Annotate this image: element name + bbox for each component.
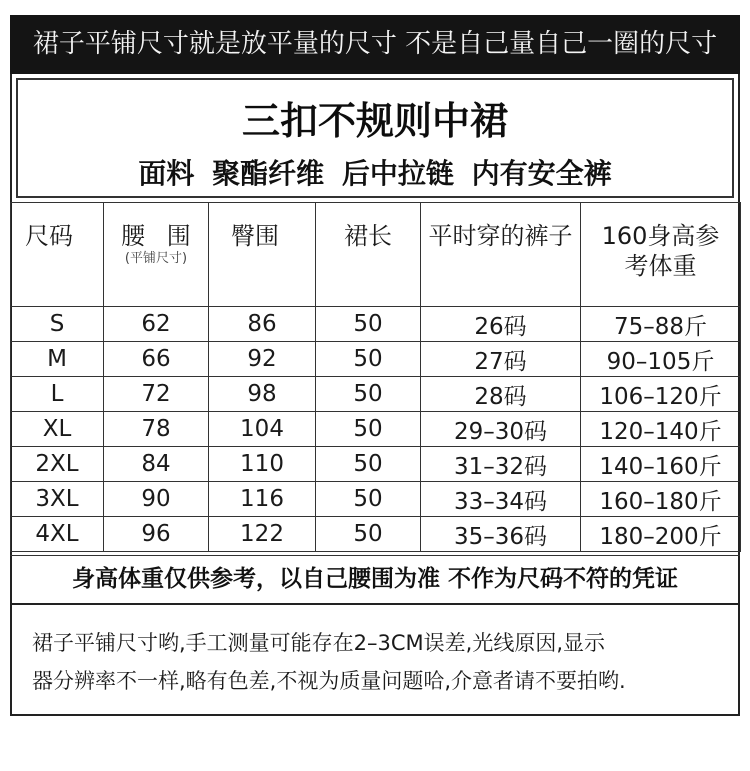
- cell-waist: 66: [104, 342, 209, 377]
- table-row: [11, 517, 741, 552]
- cell-weight: 75–88斤: [581, 307, 741, 342]
- cell-pants: 35–36码: [421, 517, 581, 552]
- product-subtitle: 面料 聚酯纤维 后中拉链 内有安全裤: [138, 157, 612, 190]
- cell-hip: 98: [209, 377, 316, 412]
- title-box: [10, 74, 740, 202]
- measurement-note-line-2: 器分辨率不一样,略有色差,不视为质量问题哈,介意者请不要拍哟.: [32, 669, 626, 693]
- measurement-banner: 裙子平铺尺寸就是放平量的尺寸 不是自己量自己一圈的尺寸: [10, 15, 740, 74]
- measurement-note-box: [10, 603, 740, 716]
- product-title: 三扣不规则中裙: [241, 99, 508, 143]
- cell-waist: 62: [104, 307, 209, 342]
- header-size: 尺码: [11, 203, 104, 307]
- header-length: 裙长: [316, 203, 421, 307]
- cell-weight: 120–140斤: [581, 412, 741, 447]
- table-row: [11, 482, 741, 517]
- cell-length: 50: [316, 482, 421, 517]
- table-row: [11, 412, 741, 447]
- cell-length: 50: [316, 377, 421, 412]
- cell-length: 50: [316, 412, 421, 447]
- header-pants: 平时穿的裤子: [421, 203, 581, 307]
- cell-waist: 84: [104, 447, 209, 482]
- cell-length: 50: [316, 447, 421, 482]
- table-row: [11, 447, 741, 482]
- table-row: [11, 342, 741, 377]
- header-hip: 臀围: [209, 203, 316, 307]
- table-header-row: [11, 203, 741, 307]
- cell-hip: 104: [209, 412, 316, 447]
- cell-hip: 92: [209, 342, 316, 377]
- cell-pants: 33–34码: [421, 482, 581, 517]
- header-waist-note: (平铺尺寸): [124, 251, 188, 266]
- measurement-note-line-1: 裙子平铺尺寸哟,手工测量可能存在2–3CM误差,光线原因,显示: [32, 631, 606, 655]
- cell-pants: 28码: [421, 377, 581, 412]
- cell-weight: 106–120斤: [581, 377, 741, 412]
- cell-hip: 86: [209, 307, 316, 342]
- cell-size: M: [11, 342, 104, 377]
- title-inner-border: [16, 78, 734, 198]
- cell-waist: 96: [104, 517, 209, 552]
- cell-hip: 122: [209, 517, 316, 552]
- table-row: [11, 307, 741, 342]
- cell-waist: 90: [104, 482, 209, 517]
- cell-size: 3XL: [11, 482, 104, 517]
- cell-size: L: [11, 377, 104, 412]
- cell-weight: 90–105斤: [581, 342, 741, 377]
- header-waist: [104, 203, 209, 307]
- size-table: [10, 202, 741, 552]
- header-waist-label: 腰 围: [121, 222, 191, 250]
- header-weight: 160身高参考体重: [581, 203, 741, 307]
- cell-pants: 27码: [421, 342, 581, 377]
- cell-length: 50: [316, 342, 421, 377]
- cell-length: 50: [316, 307, 421, 342]
- table-row: [11, 377, 741, 412]
- cell-size: 4XL: [11, 517, 104, 552]
- cell-pants: 26码: [421, 307, 581, 342]
- cell-pants: 29–30码: [421, 412, 581, 447]
- cell-hip: 116: [209, 482, 316, 517]
- cell-size: XL: [11, 412, 104, 447]
- cell-weight: 160–180斤: [581, 482, 741, 517]
- cell-weight: 180–200斤: [581, 517, 741, 552]
- cell-size: S: [11, 307, 104, 342]
- cell-length: 50: [316, 517, 421, 552]
- cell-pants: 31–32码: [421, 447, 581, 482]
- cell-weight: 140–160斤: [581, 447, 741, 482]
- cell-waist: 78: [104, 412, 209, 447]
- reference-disclaimer: 身高体重仅供参考，以自己腰围为准 不作为尺码不符的凭证: [10, 555, 740, 603]
- cell-size: 2XL: [11, 447, 104, 482]
- cell-hip: 110: [209, 447, 316, 482]
- cell-waist: 72: [104, 377, 209, 412]
